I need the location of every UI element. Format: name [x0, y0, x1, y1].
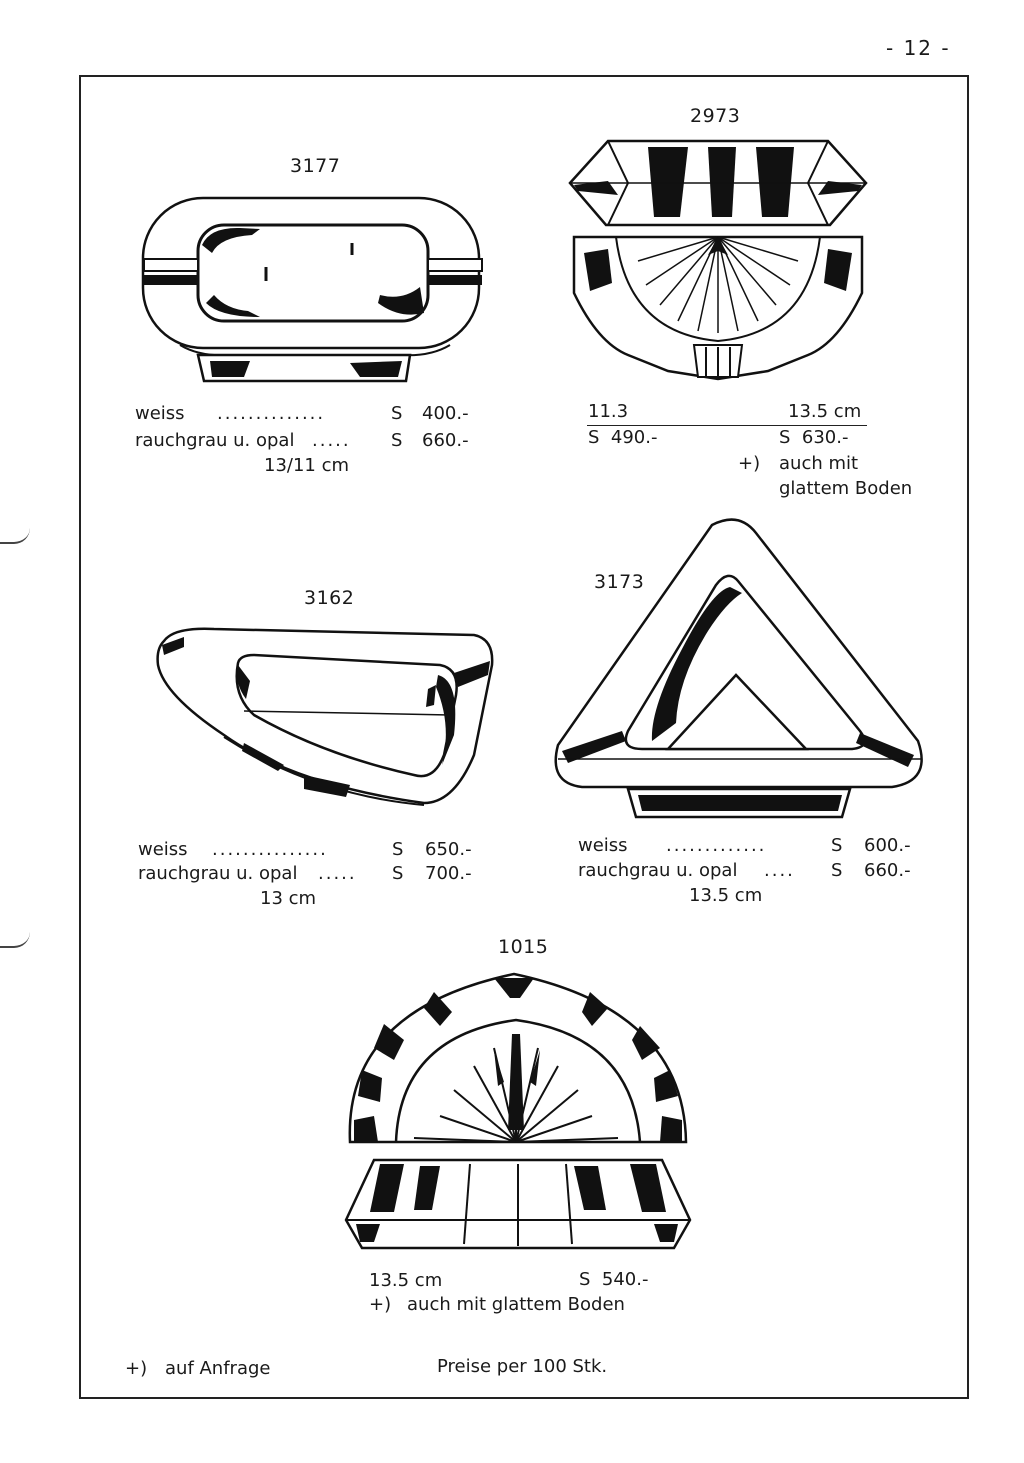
size-price-divider — [587, 425, 867, 426]
note-line-2: glattem Boden — [779, 478, 913, 499]
model-number-1015: 1015 — [498, 936, 549, 958]
size-small: 11.3 — [588, 401, 629, 422]
price-rauchgrau-opal: 660.- — [422, 430, 469, 451]
label-rauchgrau-opal: rauchgrau u. opal — [578, 860, 738, 881]
size-large: 13.5 cm — [788, 401, 862, 422]
currency-symbol: S — [392, 863, 404, 884]
model-number-2973: 2973 — [690, 105, 741, 127]
model-number-3177: 3177 — [290, 155, 341, 177]
ashtray-3173-illustration — [552, 519, 927, 819]
edge-mark — [0, 932, 30, 948]
label-rauchgrau-opal: rauchgrau u. opal — [138, 863, 298, 884]
label-weiss: weiss — [578, 835, 628, 856]
size-3177: 13/11 cm — [264, 455, 350, 476]
footnote-mark: +) — [369, 1294, 392, 1315]
price-weiss: 650.- — [425, 839, 472, 860]
ashtray-1015-illustration — [344, 970, 692, 1255]
footnote-text: auf Anfrage — [165, 1358, 271, 1379]
price-basis-note: Preise per 100 Stk. — [437, 1356, 608, 1377]
price-weiss: 400.- — [422, 403, 469, 424]
label-rauchgrau-opal: rauchgrau u. opal — [135, 430, 295, 451]
price-large: S 630.- — [779, 427, 849, 448]
price-rauchgrau-opal: 660.- — [864, 860, 911, 881]
price-small: S 490.- — [588, 427, 658, 448]
currency-symbol: S — [392, 839, 404, 860]
size-3173: 13.5 cm — [689, 885, 763, 906]
price-1015: S 540.- — [579, 1269, 649, 1290]
size-1015: 13.5 cm — [369, 1270, 443, 1291]
size-3162: 13 cm — [260, 888, 317, 909]
note-1015: auch mit glattem Boden — [407, 1294, 625, 1315]
currency-symbol: S — [831, 835, 843, 856]
page-number: - 12 - — [886, 36, 951, 60]
leader-dots: ..... — [318, 863, 357, 884]
ashtray-3162-illustration — [154, 625, 499, 815]
model-number-3173: 3173 — [594, 571, 645, 593]
footnote-mark: +) — [738, 453, 761, 474]
ashtray-2973-illustration — [568, 133, 868, 383]
price-rauchgrau-opal: 700.- — [425, 863, 472, 884]
leader-dots: .............. — [217, 403, 326, 424]
leader-dots: ............... — [212, 839, 328, 860]
edge-mark — [0, 528, 30, 544]
currency-symbol: S — [391, 430, 403, 451]
note-line-1: auch mit — [779, 453, 859, 474]
model-number-3162: 3162 — [304, 587, 355, 609]
currency-symbol: S — [831, 860, 843, 881]
price-weiss: 600.- — [864, 835, 911, 856]
currency-symbol: S — [391, 403, 403, 424]
label-weiss: weiss — [135, 403, 185, 424]
ashtray-3177-illustration — [140, 195, 485, 385]
leader-dots: ............. — [666, 835, 767, 856]
label-weiss: weiss — [138, 839, 188, 860]
leader-dots: .... — [764, 860, 795, 881]
footnote-mark: +) — [125, 1358, 148, 1379]
leader-dots: ..... — [312, 430, 351, 451]
